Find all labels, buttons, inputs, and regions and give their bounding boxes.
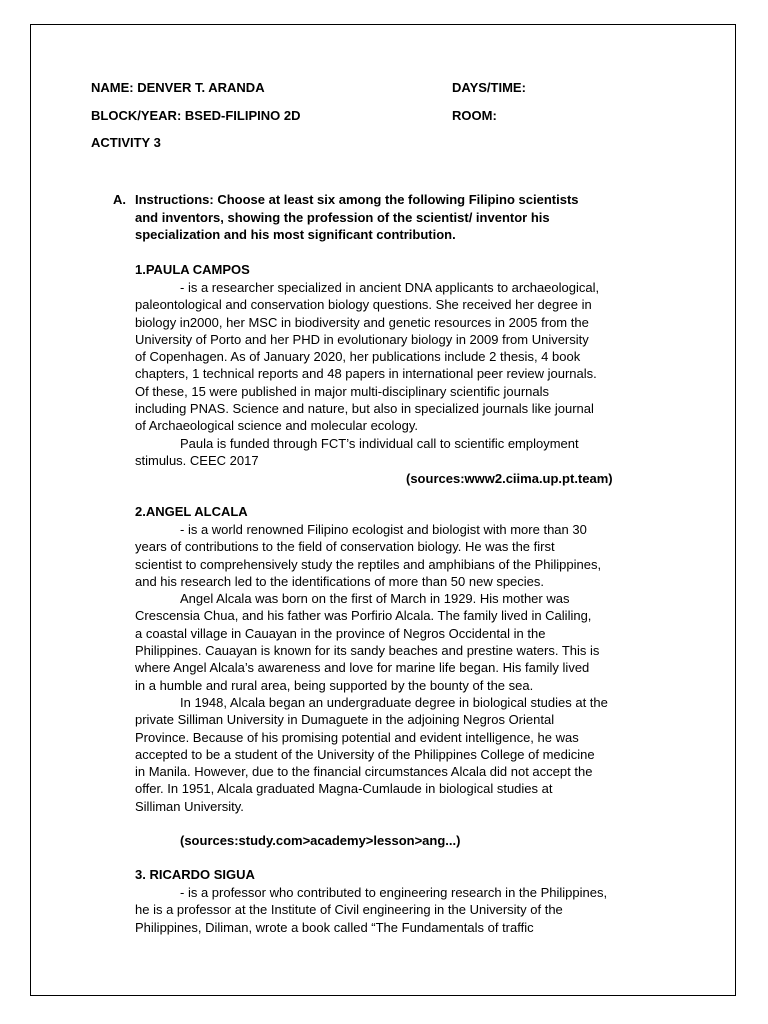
text-line: a coastal village in Cauayan in the province of Negros Occidental in the	[135, 625, 546, 641]
scientist-title: 1.PAULA CAMPOS	[135, 262, 250, 277]
text-line: Philippines. Cauayan is known for its sandy beaches and prestine waters. This is	[135, 643, 600, 659]
text-line: paleontological and conservation biology questions. She received her degree in	[135, 297, 592, 313]
text-line: chapters, 1 technical reports and 48 papers in international peer review journals.	[135, 366, 597, 382]
scientist-entry-campos	[135, 261, 680, 488]
text-line: including PNAS. Science and nature, but also in specialized journals like journal	[135, 401, 594, 417]
text-line: Province. Because of his promising potential and evident intelligence, he was	[135, 729, 579, 745]
text-line: offer. In 1951, Alcala graduated Magna-Cumlaude in biological studies at	[135, 781, 553, 797]
scientist-title: 3. RICARDO SIGUA	[135, 867, 255, 882]
text-line: Crescensia Chua, and his father was Porfirio Alcala. The family lived in Caliling,	[135, 608, 592, 624]
text-line: Silliman University.	[135, 798, 244, 814]
text-line: and his research led to the identifications of more than 50 new species.	[135, 573, 545, 589]
text-line: - is a professor who contributed to engineering research in the Philippines,	[180, 885, 608, 900]
text-line: where Angel Alcala’s awareness and love for marine life began. His family lived	[135, 660, 590, 676]
text-line: private Silliman University in Dumaguete in the adjoining Negros Oriental	[135, 712, 555, 728]
text-line: Of these, 15 were published in major multi-disciplinary scientific journals	[135, 383, 550, 399]
student-name: NAME: DENVER T. ARANDA	[91, 80, 265, 95]
scientist-entry-alcala	[135, 503, 680, 815]
instructions-block	[113, 191, 673, 244]
text-line: of Archaeological science and molecular ecology.	[135, 418, 419, 434]
text-line: Philippines, Diliman, wrote a book called “The Fundamentals of traffic	[135, 919, 534, 935]
days-time-label: DAYS/TIME:	[452, 80, 526, 95]
instruction-line: Instructions: Choose at least six among the following Filipino scientists	[135, 192, 579, 207]
text-line: Paula is funded through FCT’s individual call to scientific employment	[180, 435, 579, 451]
text-line: he is a professor at the Institute of Civil engineering in the University of the	[135, 902, 563, 918]
activity-title: ACTIVITY 3	[91, 135, 161, 150]
section-letter: A.	[113, 192, 126, 207]
text-line: biology in2000, her MSC in biodiversity and genetic resources in 2005 from the	[135, 314, 589, 330]
text-line: years of contributions to the field of conservation biology. He was the first	[135, 539, 555, 555]
block-year: BLOCK/YEAR: BSED-FILIPINO 2D	[91, 108, 301, 123]
text-line: of Copenhagen. As of January 2020, her publications include 2 thesis, 4 book	[135, 349, 581, 365]
scientist-entry-sigua	[135, 866, 680, 936]
text-line: In 1948, Alcala began an undergraduate degree in biological studies at the	[180, 694, 608, 710]
text-line: in Manila. However, due to the financial circumstances Alcala did not accept the	[135, 764, 593, 780]
room-label: ROOM:	[452, 108, 497, 123]
text-line: stimulus. CEEC 2017	[135, 452, 259, 468]
instruction-line: specialization and his most significant contribution.	[135, 227, 456, 242]
text-line: in a humble and rural area, being supported by the bounty of the sea.	[135, 677, 534, 693]
text-line: - is a researcher specialized in ancient DNA applicants to archaeological,	[180, 280, 600, 295]
scientist-title: 2.ANGEL ALCALA	[135, 504, 248, 519]
text-line: Angel Alcala was born on the first of March in 1929. His mother was	[180, 591, 570, 607]
text-line: University of Porto and her PHD in evolutionary biology in 2009 from University	[135, 331, 589, 347]
text-line: accepted to be a student of the University of the Philippines College of medicine	[135, 746, 595, 762]
source-citation: (sources:www2.ciima.up.pt.team)	[406, 471, 613, 487]
source-citation: (sources:study.com>academy>lesson>ang...)	[180, 833, 461, 848]
text-line: - is a world renowned Filipino ecologist and biologist with more than 30	[180, 522, 587, 537]
instruction-line: and inventors, showing the profession of the scientist/ inventor his	[135, 209, 550, 225]
text-line: scientist to comprehensively study the reptiles and amphibians of the Philippines,	[135, 556, 602, 572]
